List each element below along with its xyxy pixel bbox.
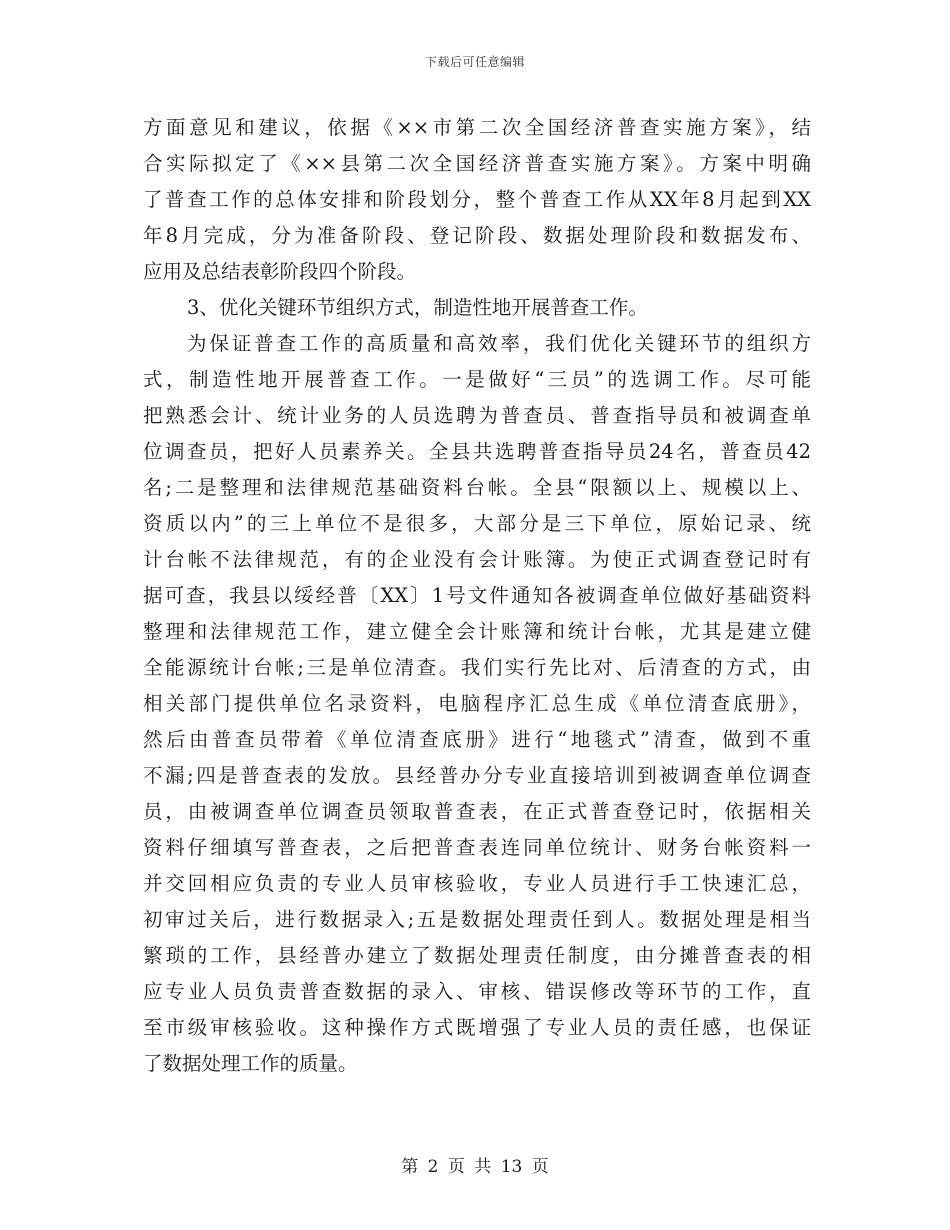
body-line: 整理和法律规范工作，建立健全会计账簿和统计台帐，尤其是建立健 [143, 620, 811, 643]
body-line: 年8月完成，分为准备阶段、登记阶段、数据处理阶段和数据发布、 [143, 224, 811, 247]
body-line: 了普查工作的总体安排和阶段划分，整个普查工作从XX年8月起到XX [143, 188, 811, 211]
body-line: 并交回相应负责的专业人员审核验收，专业人员进行手工快速汇总， [143, 872, 811, 895]
body-line: 了数据处理工作的质量。 [143, 1052, 358, 1075]
body-line: 方面意见和建议，依据《××市第二次全国经济普查实施方案》，结 [143, 116, 811, 139]
body-line: 繁琐的工作，县经普办建立了数据处理责任制度，由分摊普查表的相 [143, 944, 811, 967]
page-number: 第 2 页 共 13 页 [401, 1157, 549, 1177]
body-line: 全能源统计台帐;三是单位清查。我们实行先比对、后清查的方式，由 [143, 656, 811, 679]
body-line: 相关部门提供单位名录资料，电脑程序汇总生成《单位清查底册》， [143, 692, 811, 715]
body-line: 式，制造性地开展普查工作。一是做好“三员”的选调工作。尽可能 [143, 368, 811, 391]
body-line: 资质以内”的三上单位不是很多，大部分是三下单位，原始记录、统 [143, 512, 811, 535]
body-line: 不漏;四是普查表的发放。县经普办分专业直接培训到被调查单位调查 [143, 764, 811, 787]
body-line: 应用及总结表彰阶段四个阶段。 [143, 260, 417, 283]
body-line: 合实际拟定了《××县第二次全国经济普查实施方案》。方案中明确 [143, 152, 811, 175]
body-line: 然后由普查员带着《单位清查底册》进行“地毯式”清查，做到不重 [143, 728, 811, 751]
body-line: 为保证普查工作的高质量和高效率，我们优化关键环节的组织方 [187, 332, 811, 355]
body-line: 资料仔细填写普查表，之后把普查表连同单位统计、财务台帐资料一 [143, 836, 811, 859]
body-line: 至市级审核验收。这种操作方式既增强了专业人员的责任感，也保证 [143, 1016, 811, 1039]
body-line: 计台帐不法律规范，有的企业没有会计账簿。为使正式调查登记时有 [143, 548, 811, 571]
body-line: 据可查，我县以绥经普〔XX〕1号文件通知各被调查单位做好基础资料 [143, 584, 811, 607]
body-line: 把熟悉会计、统计业务的人员选聘为普查员、普查指导员和被调查单 [143, 404, 811, 427]
body-line: 应专业人员负责普查数据的录入、审核、错误修改等环节的工作，直 [143, 980, 811, 1003]
document-body [143, 110, 811, 1082]
body-line: 名;二是整理和法律规范基础资料台帐。全县“限额以上、规模以上、 [143, 476, 811, 499]
page-header-note: 下载后可任意编辑 [424, 55, 525, 69]
body-line: 初审过关后，进行数据录入;五是数据处理责任到人。数据处理是相当 [143, 908, 811, 931]
section-heading: 3、优化关键环节组织方式，制造性地开展普查工作。 [187, 296, 648, 319]
body-line: 位调查员，把好人员素养关。全县共选聘普查指导员24名，普查员42 [143, 440, 811, 463]
body-line: 员，由被调查单位调查员领取普查表，在正式普查登记时，依据相关 [143, 800, 811, 823]
